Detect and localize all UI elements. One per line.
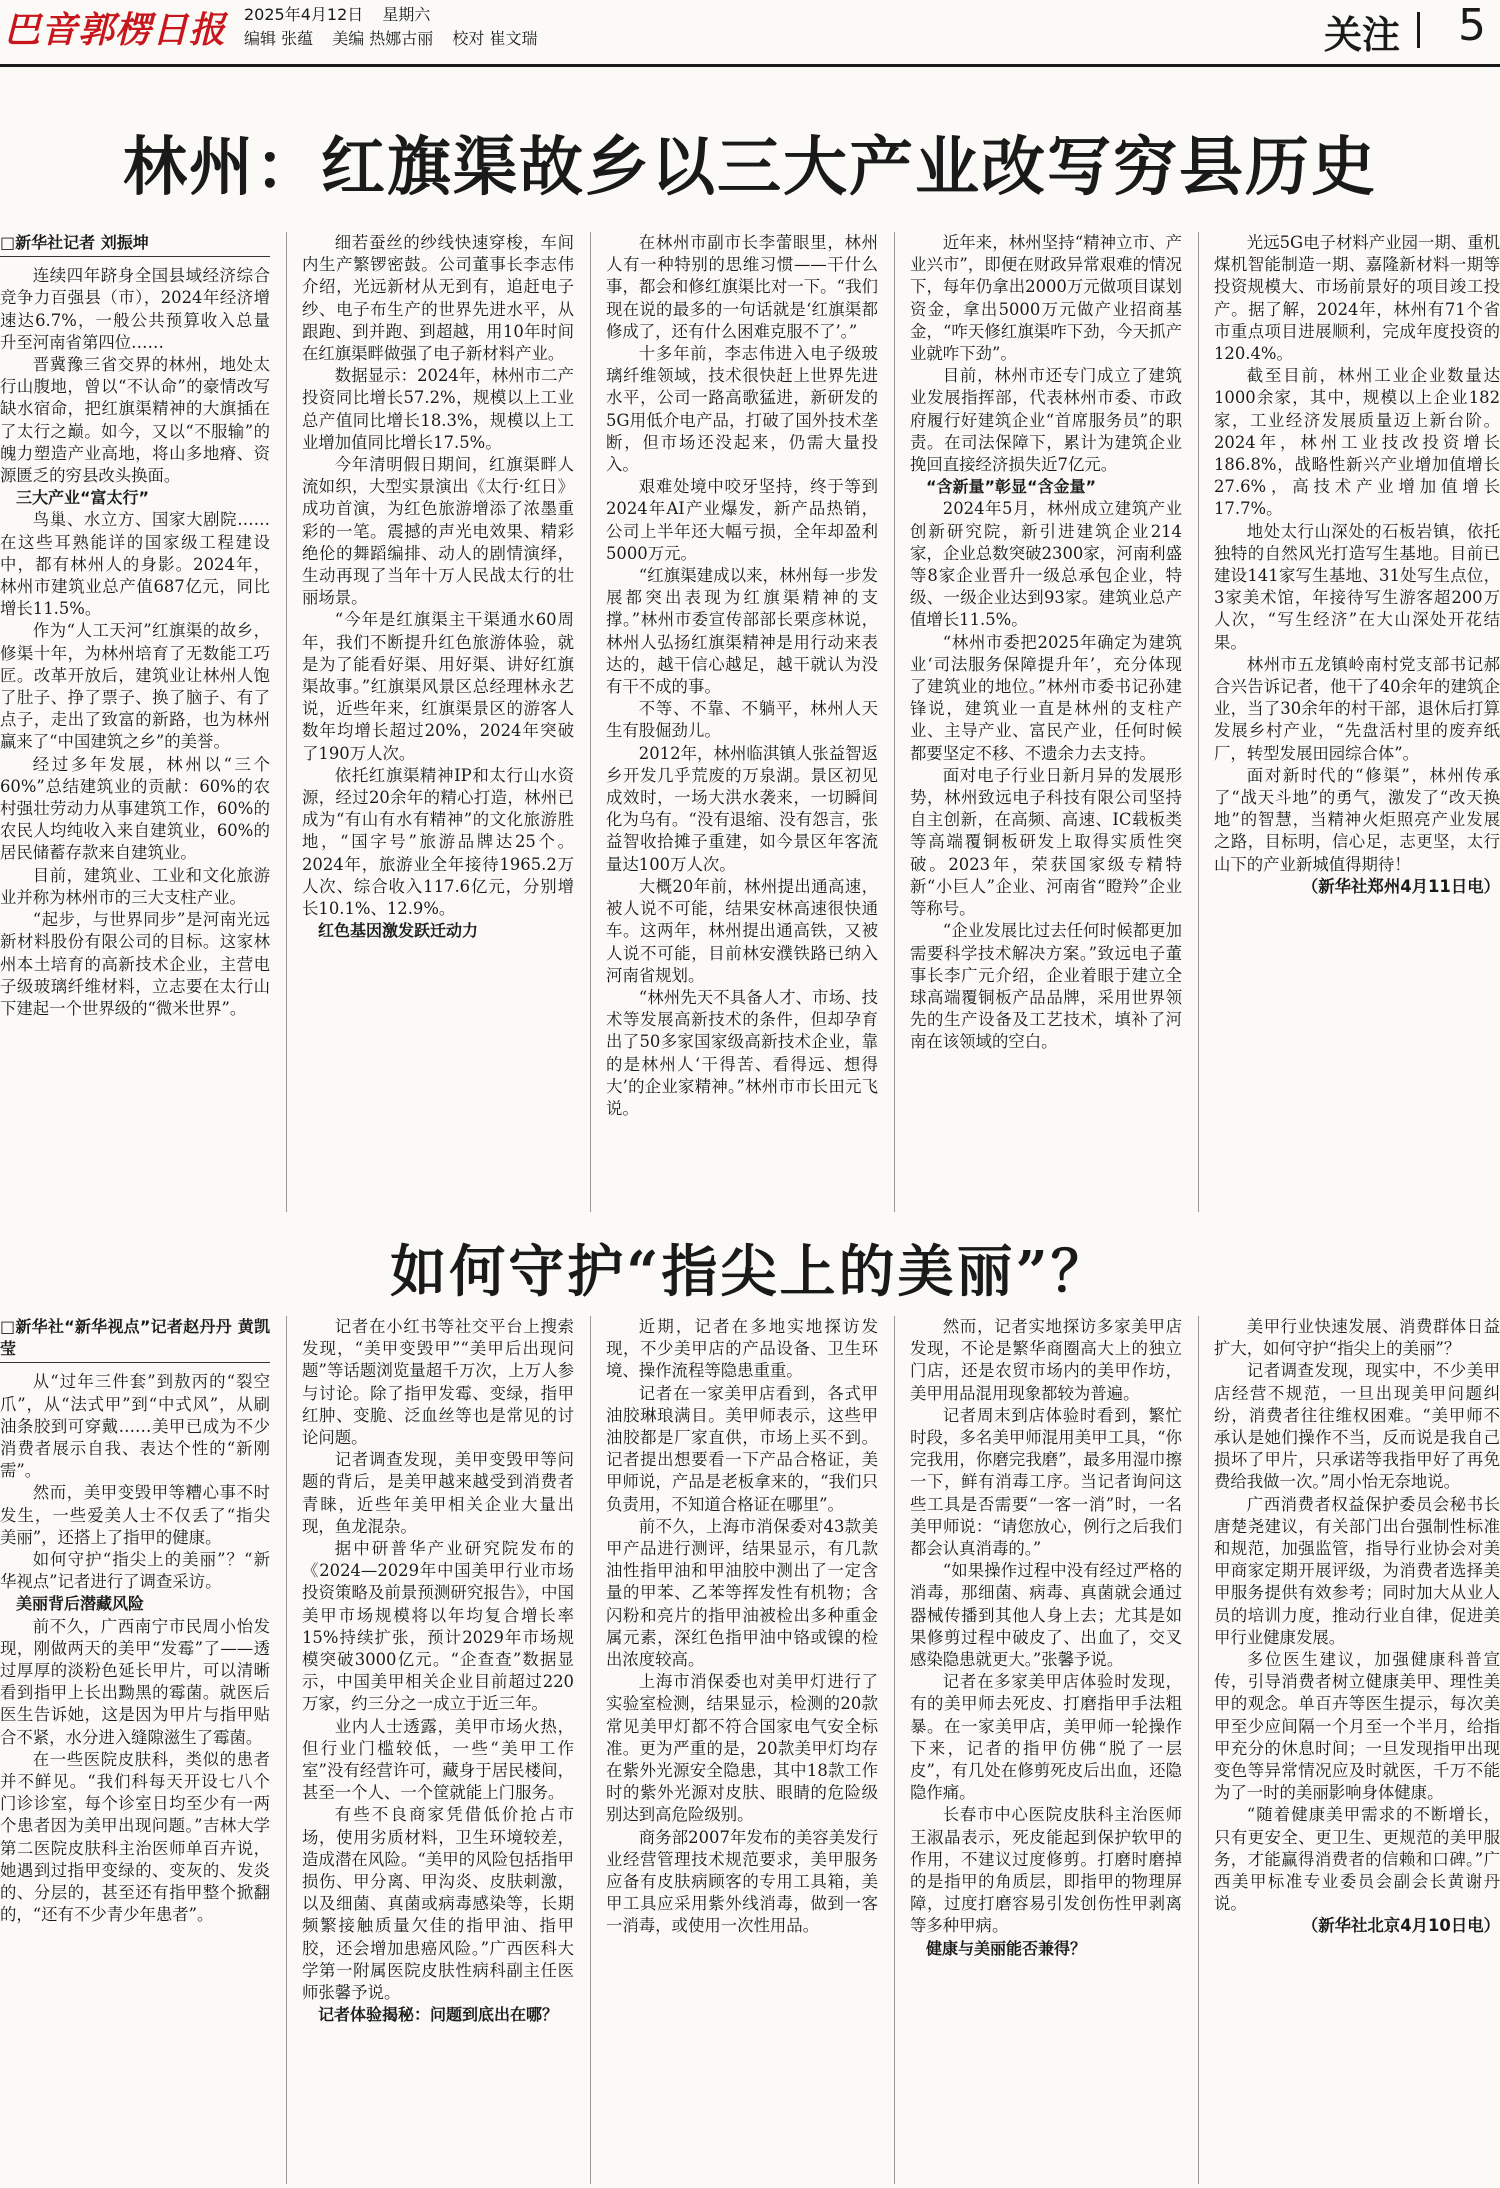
article2-column-3	[606, 1316, 878, 2184]
paragraph: 美甲行业快速发展、消费群体日益扩大，如何守护“指尖上的美丽”？	[1214, 1317, 1500, 1359]
masthead	[0, 0, 1500, 70]
paragraph: 鸟巢、水立方、国家大剧院……在这些耳熟能详的国家级工程建设中，都有林州人的身影。2024年，林州市建筑业总产值687亿元，同比增长11.5%。	[0, 510, 270, 619]
article1-column-5	[1214, 232, 1500, 1212]
proof-credit: 校对 崔文瑞	[452, 29, 538, 48]
paragraph: 记者在小红书等社交平台上搜索发现，“美甲变毁甲”“美甲后出现问题”等话题浏览量超千万次，上万人参与讨论。除了指甲发霉、变绿，指甲红肿、变脆、泛血丝等也是常见的讨论问题。	[302, 1317, 574, 1448]
paragraph: 如何守护“指尖上的美丽”？“新华视点”记者进行了调查采访。	[0, 1550, 270, 1592]
article1-column-2	[302, 232, 574, 1212]
paragraph: 长春市中心医院皮肤科主治医师王淑晶表示，死皮能起到保护软甲的作用，不建议过度修剪。打磨时磨掉的是指甲的角质层，即指甲的物理屏障，过度打磨容易引发创伤性甲剥离等多种甲病。	[910, 1805, 1182, 1936]
paragraph: 在林州市副市长李蕾眼里，林州人有一种特别的思维习惯——干什么事，都会和修红旗渠比对一下。“我们现在说的最多的一句话就是‘红旗渠都修成了，还有什么困难克服不了’。”	[606, 233, 878, 341]
paragraph: 业内人士透露，美甲市场火热，但行业门槛较低，一些“美甲工作室”没有经营许可，藏身于居民楼间，甚至一个人、一个筐就能上门服务。	[302, 1716, 574, 1803]
paragraph: 从“过年三件套”到敖丙的“裂空爪”，从“法式甲”到“中式风”，从刷油条胶到可穿戴……美甲已成为不少消费者展示自我、表达个性的“新刚需”。	[0, 1372, 270, 1481]
article1-byline: □新华社记者 刘振坤	[0, 232, 270, 257]
paragraph: 作为“人工天河”红旗渠的故乡，修渠十年，为林州培育了无数能工巧匠。改革开放后，建筑业让林州人饱了肚子、挣了票子、换了脑子、有了点子，走出了致富的新路，也为林州赢来了“中国建筑之乡”的美誉。	[0, 621, 270, 752]
newspaper-logo: 巴音郭楞日报	[4, 9, 227, 51]
article2-headline: 如何守护“指尖上的美丽”？	[390, 1239, 1110, 1305]
paragraph: 面对电子行业日新月异的发展形势，林州致远电子科技有限公司坚持自主创新，在高频、高速、IC载板类等高端覆铜板研发上取得实质性突破。2023年，荣获国家级专精特新“小巨人”企业、河南省“瞪羚”企业等称号。	[910, 765, 1182, 919]
paragraph: 数据显示：2024年，林州市二产投资同比增长57.2%，规模以上工业总产值同比增长18.3%，规模以上工业增加值同比增长17.5%。	[302, 366, 574, 452]
subheading: 红色基因激发跃迁动力	[318, 921, 479, 941]
paragraph: 有些不良商家凭借低价抢占市场，使用劣质材料，卫生环境较差，造成潜在风险。“美甲的风险包括指甲损伤、甲分离、甲沟炎、皮肤刺激，以及细菌、真菌或病毒感染等，长期频繁接触质量欠佳的指甲油、指甲胶，还会增加患癌风险。”广西医科大学第一附属医院皮肤性病科副主任医师张馨予说。	[302, 1805, 574, 2003]
editor-credit: 编辑 张蕴	[244, 29, 314, 48]
paragraph: 记者调查发现，美甲变毁甲等问题的背后，是美甲越来越受到消费者青睐，近些年美甲相关企业大量出现，鱼龙混杂。	[302, 1450, 574, 1536]
paragraph: 大概20年前，林州提出通高速，被人说不可能，结果安林高速很快通车。这两年，林州提出通高铁，又被人说不可能，目前林安濮铁路已纳入河南省规划。	[606, 876, 878, 985]
paragraph: 然而，记者实地探访多家美甲店发现，不论是繁华商圈高大上的独立门店，还是农贸市场内的美甲作坊，美甲用品混用现象都较为普遍。	[910, 1317, 1182, 1403]
column-divider	[286, 1316, 287, 2184]
article2-column-4	[910, 1316, 1182, 2184]
column-divider	[894, 232, 895, 1212]
article2-column-5	[1214, 1316, 1500, 2184]
paragraph: “红旗渠建成以来，林州每一步发展都突出表现为红旗渠精神的支撑。”林州市委宣传部部长栗彦林说，林州人弘扬红旗渠精神是用行动来表达的，越干信心越足，越干就认为没有干不成的事。	[606, 566, 878, 697]
paragraph: 光远5G电子材料产业园一期、重机煤机智能制造一期、嘉隆新材料一期等投资规模大、市场前景好的项目竣工投产。据了解，2024年，林州有71个省市重点项目进展顺利，完成年度投资的120.4%。	[1214, 233, 1500, 364]
staff-credits	[244, 26, 551, 49]
paragraph: “起步，与世界同步”是河南光远新材料股份有限公司的目标。这家林州本土培育的高新技术企业，主营电子级玻璃纤维材料，立志要在太行山下建起一个世界级的“微米世界”。	[0, 910, 270, 1018]
paragraph: 2012年，林州临淇镇人张益智返乡开发几乎荒废的万泉湖。景区初见成效时，一场大洪水袭来，一切瞬间化为乌有。“没有退缩、没有怨言，张益智收拾摊子重建，如今景区年客流量达100万人次。	[606, 743, 878, 874]
paragraph: 目前，林州市还专门成立了建筑业发展指挥部，代表林州市委、市政府履行好建筑企业“首席服务员”的职责。在司法保障下，累计为建筑企业挽回直接经济损失近7亿元。	[910, 366, 1182, 475]
header-rule	[0, 64, 1500, 67]
paragraph: 前不久，广西南宁市民周小怡发现，刚做两天的美甲“发霉”了——透过厚厚的淡粉色延长甲片，可以清晰看到指甲上长出黝黑的霉菌。就医后医生告诉她，这是因为甲片与指甲贴合不紧，水分进入缝隙滋生了霉菌。	[0, 1616, 270, 1747]
paragraph: 记者调查发现，现实中，不少美甲店经营不规范，一旦出现美甲问题纠纷，消费者往往维权困难。“美甲师不承认是她们操作不当，反而说是我自己损坏了甲片，只承诺等我指甲好了再免费给我做一次。”周小怡无奈地说。	[1214, 1361, 1500, 1492]
paragraph: “林州先天不具备人才、市场、技术等发展高新技术的条件，但却孕育出了50多家国家级高新技术企业，靠的是林州人‘干得苦、看得远、想得大’的企业家精神。”林州市市长田元飞说。	[606, 987, 878, 1118]
paragraph: 林州市五龙镇岭南村党支部书记郝合兴告诉记者，他干了40余年的建筑企业，当了30余年的村干部，退休后打算发展乡村产业，“先盘活村里的废弃纸厂，转型发展田园综合体”。	[1214, 654, 1500, 763]
paragraph: 上海市消保委也对美甲灯进行了实验室检测，结果显示，检测的20款常见美甲灯都不符合国家电气安全标准。更为严重的是，20款美甲灯均存在紫外光源安全隐患，其中18款工作时的紫外光源对皮肤、眼睛的危险级别达到高危险级别。	[606, 1672, 878, 1825]
article2-byline: □新华社“新华视点”记者赵丹丹 黄凯莹	[0, 1316, 270, 1363]
article1-column-3	[606, 232, 878, 1212]
issue-date: 2025年4月12日	[244, 5, 364, 24]
paragraph: 然而，美甲变毁甲等糟心事不时发生，一些爱美人士不仅丢了“指尖美丽”，还搭上了指甲的健康。	[0, 1483, 270, 1547]
issue-date-line	[244, 2, 444, 25]
subheading: 记者体验揭秘：问题到底出在哪？	[318, 2005, 559, 2025]
paragraph: 艰难处境中咬牙坚持，终于等到2024年AI产业爆发，新产品热销，公司上半年还大幅亏损，全年却盈利5000万元。	[606, 477, 878, 563]
column-divider	[286, 232, 287, 1212]
page-number: 5	[1458, 0, 1486, 51]
paragraph: 截至目前，林州工业企业数量达1000余家，其中，规模以上企业182家，工业经济发展质量迈上新台阶。2024年，林州工业技改投资增长186.8%，战略性新兴产业增加值增长27.6%，高技术产业增加值增长17.7%。	[1214, 366, 1500, 519]
paragraph: “林州市委把2025年确定为建筑业‘司法服务保障提升年’，充分体现了建筑业的地位。”林州市委书记孙建锋说，建筑业一直是林州的支柱产业、主导产业、富民产业，任何时候都要坚定不移、不遗余力去支持。	[910, 632, 1182, 763]
column-divider	[1198, 1316, 1199, 2184]
article1-dateline: （新华社郑州4月11日电）	[1301, 876, 1500, 896]
article1-headline: 林州：红旗渠故乡以三大产业改写穷县历史	[123, 131, 1377, 205]
paragraph: 在一些医院皮肤科，类似的患者并不鲜见。“我们科每天开设七八个门诊诊室，每个诊室日均至少有一两个患者因为美甲出现问题。”吉林大学第二医院皮肤科主治医师单百卉说，她遇到过指甲变绿的、变灰的、发炎的、分层的，甚至还有指甲整个掀翻的，“还有不少青少年患者”。	[0, 1749, 270, 1925]
article2-column-1	[0, 1316, 270, 2184]
paragraph: 今年清明假日期间，红旗渠畔人流如织，大型实景演出《太行·红日》成功首演，为红色旅游增添了浓墨重彩的一笔。震撼的声光电效果、精彩绝伦的舞蹈编排、动人的剧情演绎，生动再现了当年十万人民战太行的壮丽场景。	[302, 455, 574, 608]
paragraph: 商务部2007年发布的美容美发行业经营管理技术规范要求，美甲服务应备有皮肤病顾客的专用工具箱，美甲工具应采用紫外线消毒，做到一客一消毒，或使用一次性用品。	[606, 1827, 878, 1936]
paragraph: 细若蚕丝的纱线快速穿梭，车间内生产繁锣密鼓。公司董事长李志伟介绍，光远新材从无到有，追赶电子纱、电子布生产的世界先进水平，从跟跑、到并跑、到超越，用10年时间在红旗渠畔做强了电子新材料产业。	[302, 233, 574, 364]
subheading: 美丽背后潜藏风险	[16, 1594, 145, 1614]
column-divider	[1198, 232, 1199, 1212]
paragraph: “企业发展比过去任何时候都更加需要科学技术解决方案。”致远电子董事长李广元介绍，企业着眼于建立全球高端覆铜板产品品牌，采用世界领先的生产设备及工艺技术，填补了河南在该领域的空白。	[910, 921, 1182, 1052]
paragraph: 近年来，林州坚持“精神立市、产业兴市”，即便在财政异常艰难的情况下，每年仍拿出2000万元做项目谋划资金，拿出5000万元做产业招商基金，“咋天修红旗渠咋下劲，今天抓产业就咋下劲”。	[910, 233, 1182, 364]
section-title: 关注	[1323, 13, 1400, 57]
paragraph: 依托红旗渠精神IP和太行山水资源，经过20余年的精心打造，林州已成为“有山有水有精神”的文化旅游胜地，“国字号”旅游品牌达25个。2024年，旅游业全年接待1965.2万人次、综合收入117.6亿元，分别增长10.1%、12.9%。	[302, 765, 574, 919]
paragraph: 面对新时代的“修渠”，林州传承了“战天斗地”的勇气，激发了“改天换地”的智慧，当精神火炬照亮产业发展之路，目标明，信心足，志更坚，太行山下的产业新城值得期待！	[1214, 765, 1500, 874]
paragraph: “如果操作过程中没有经过严格的消毒，那细菌、病毒、真菌就会通过器械传播到其他人身上去；尤其是如果修剪过程中破皮了、出血了，交叉感染隐患就更大。”张馨予说。	[910, 1561, 1182, 1670]
paragraph: 记者在一家美甲店看到，各式甲油胶琳琅满目。美甲师表示，这些甲油胶都是厂家直供，市场上买不到。记者提出想要看一下产品合格证，美甲师说，产品是老板拿来的，“我们只负责用，不知道合格证在哪里”。	[606, 1383, 878, 1514]
paragraph: 2024年5月，林州成立建筑产业创新研究院，新引进建筑企业214家，企业总数突破2300家，河南利盛等8家企业晋升一级总承包企业，特级、一级企业达到93家。建筑业总产值增长11.5%。	[910, 499, 1182, 630]
paragraph: 不等、不靠、不躺平，林州人天生有股倔劲儿。	[606, 699, 878, 741]
subheading: 三大产业“富太行”	[16, 488, 150, 508]
paragraph: 据中研普华产业研究院发布的《2024—2029年中国美甲行业市场投资策略及前景预测研究报告》，中国美甲市场规模将以年均复合增长率15%持续扩张，预计2029年市场规模突破3000亿元。“企查查”数据显示，中国美甲相关企业目前超过220万家，约三分之一成立于近三年。	[302, 1539, 574, 1714]
paragraph: 连续四年跻身全国县域经济综合竞争力百强县（市），2024年经济增速达6.7%，一般公共预算收入总量升至河南省第四位……	[0, 266, 270, 352]
section-separator	[1417, 12, 1420, 48]
paragraph: 晋冀豫三省交界的林州，地处太行山腹地，曾以“不认命”的豪情改写缺水宿命，把红旗渠精神的大旗插在了太行之巅。如今，又以“不服输”的魄力塑造产业高地，将山多地瘠、资源匮乏的穷县改头换面。	[0, 355, 270, 486]
paragraph: 记者在多家美甲店体验时发现，有的美甲师去死皮、打磨指甲手法粗暴。在一家美甲店，美甲师一轮操作下来，记者的指甲仿佛“脱了一层皮”，有几处在修剪死皮后出血，还隐隐作痛。	[910, 1672, 1182, 1803]
paragraph: 记者周末到店体验时看到，繁忙时段，多名美甲师混用美甲工具，“你完我用，你磨完我磨”，最多用湿巾擦一下，鲜有消毒工序。当记者询问这些工具是否需要“一客一消”时，一名美甲师说：“请您放心，例行之后我们都会认真消毒的。”	[910, 1405, 1182, 1559]
issue-weekday: 星期六	[382, 5, 431, 24]
paragraph: 地处太行山深处的石板岩镇，依托独特的自然风光打造写生基地。目前已建设141家写生基地、31处写生点位，3家美术馆，年接待写生游客超200万人次，“写生经济”在大山深处开花结果。	[1214, 521, 1500, 652]
paragraph: “随着健康美甲需求的不断增长，只有更安全、更卫生、更规范的美甲服务，才能赢得消费者的信赖和口碑。”广西美甲标准专业委员会副会长黄谢丹说。	[1214, 1805, 1500, 1914]
article2-column-2	[302, 1316, 574, 2184]
paragraph: 十多年前，李志伟进入电子级玻璃纤维领域，技术很快赶上世界先进水平，公司一路高歌猛进，新研发的5G用低介电产品，打破了国外技术垄断，但市场还没起来，仍需大量投入。	[606, 344, 878, 475]
paragraph: 广西消费者权益保护委员会秘书长唐楚尧建议，有关部门出台强制性标准和规范，加强监管，指导行业协会对美甲商家定期开展评级，为消费者选择美甲服务提供有效参考；同时加大从业人员的培训力度，推动行业自律，促进美甲行业健康发展。	[1214, 1494, 1500, 1647]
paragraph: “今年是红旗渠主干渠通水60周年，我们不断提升红色旅游体验，就是为了能看好渠、用好渠、讲好红旗渠故事。”红旗渠风景区总经理林永艺说，近些年来，红旗渠景区的游客人数年均增长超过20%，2024年突破了190万人次。	[302, 610, 574, 763]
paragraph: 近期，记者在多地实地探访发现，不少美甲店的产品设备、卫生环境、操作流程等隐患重重。	[606, 1317, 878, 1381]
column-divider	[590, 1316, 591, 2184]
article1-column-4	[910, 232, 1182, 1212]
art-credit: 美编 热娜古丽	[332, 29, 434, 48]
article1-column-1	[0, 232, 270, 1212]
paragraph: 经过多年发展，林州以“三个60%”总结建筑业的贡献：60%的农村强壮劳动力从事建筑工作，60%的农民人均纯收入来自建筑业，60%的居民储蓄存款来自建筑业。	[0, 754, 270, 863]
column-divider	[590, 232, 591, 1212]
subheading: 健康与美丽能否兼得？	[926, 1938, 1087, 1958]
article2-dateline: （新华社北京4月10日电）	[1301, 1916, 1500, 1936]
paragraph: 多位医生建议，加强健康科普宣传，引导消费者树立健康美甲、理性美甲的观念。单百卉等医生提示，每次美甲至少应间隔一个月至一个半月，给指甲充分的休息时间；一旦发现指甲出现变色等异常情况应及时就医，千万不能为了一时的美丽影响身体健康。	[1214, 1650, 1500, 1803]
column-divider	[894, 1316, 895, 2184]
subheading: “含新量”彰显“含金量”	[926, 477, 1097, 497]
paragraph: 目前，建筑业、工业和文化旅游业并称为林州市的三大支柱产业。	[0, 865, 270, 907]
paragraph: 前不久，上海市消保委对43款美甲产品进行测评，结果显示，有几款油性指甲油和甲油胶中测出了一定含量的甲苯、乙苯等挥发性有机物；含闪粉和亮片的指甲油被检出多种重金属元素，深红色指甲油中铬或镍的检出浓度较高。	[606, 1516, 878, 1670]
